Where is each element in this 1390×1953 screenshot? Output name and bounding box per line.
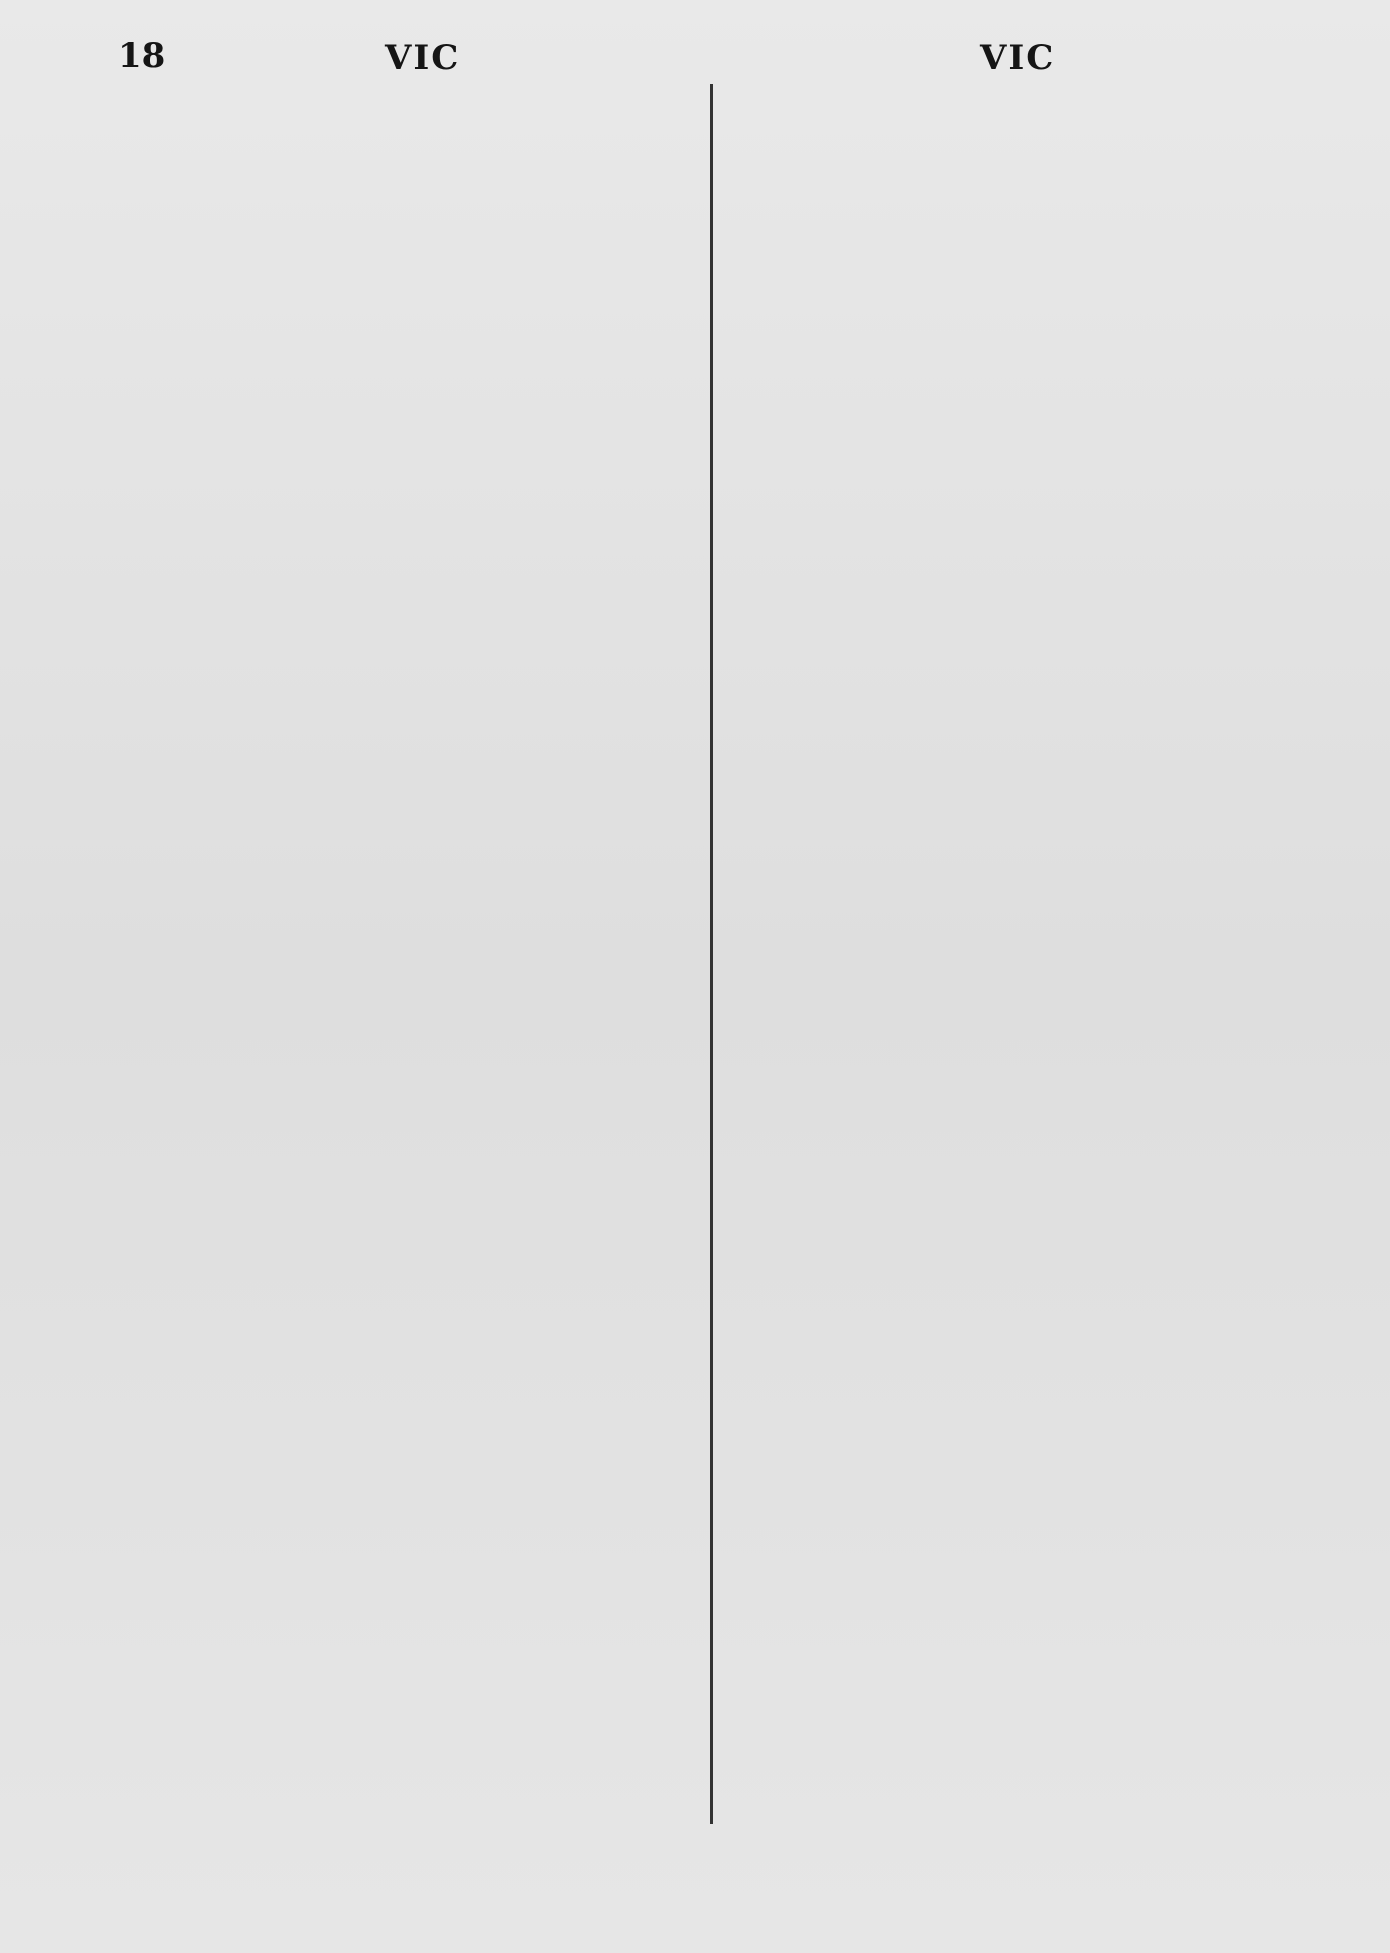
column-divider xyxy=(710,84,713,1824)
left-column xyxy=(100,80,690,1820)
page-number: 18 xyxy=(118,36,166,76)
right-column xyxy=(722,80,1312,1820)
running-head-right: VIC xyxy=(980,38,1056,78)
running-head-left: VIC xyxy=(385,38,461,78)
